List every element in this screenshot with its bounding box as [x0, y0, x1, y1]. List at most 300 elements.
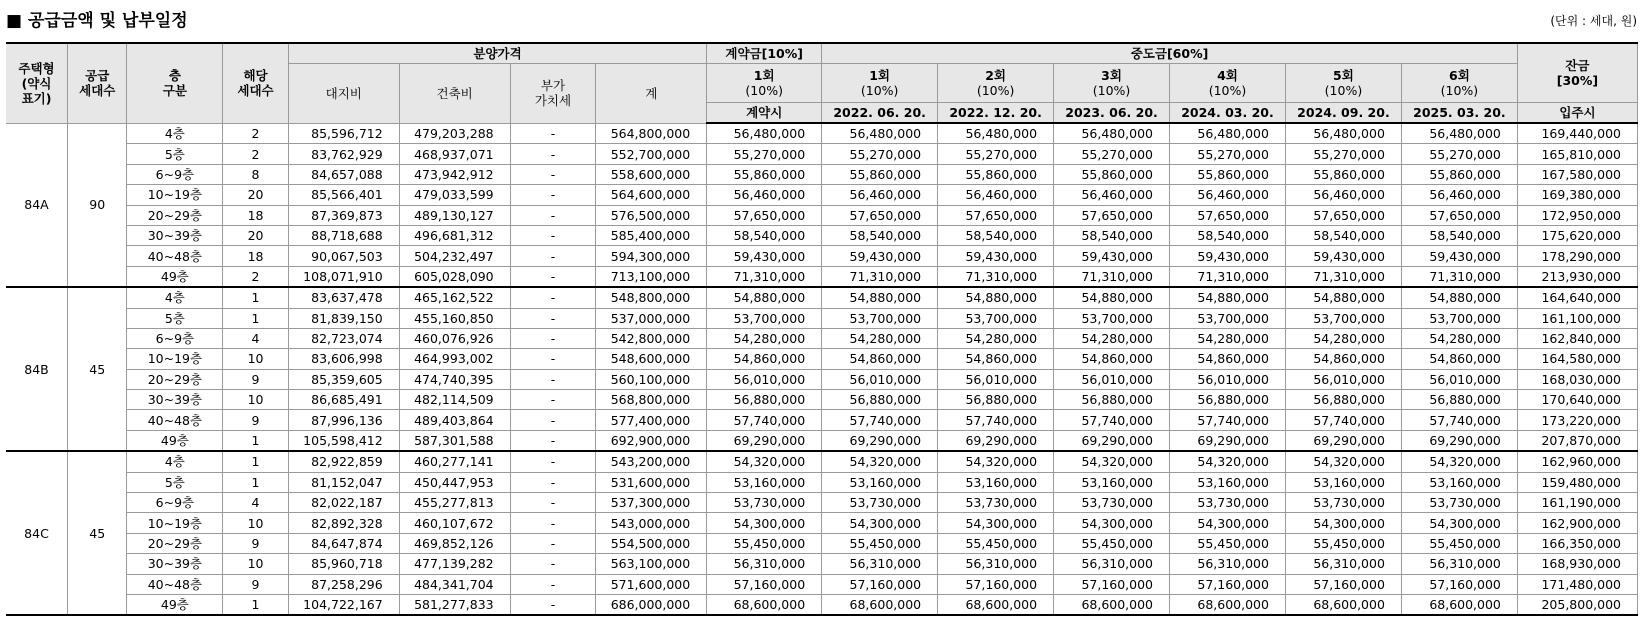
interim-payment-5-cell: 56,480,000 — [1285, 123, 1401, 144]
interim-payment-4-cell: 57,650,000 — [1170, 205, 1286, 225]
units-cell: 1 — [223, 451, 289, 472]
table-row — [6, 472, 1638, 492]
floor-cell: 4층 — [127, 287, 223, 308]
interim-payment-1-cell: 57,740,000 — [822, 410, 938, 430]
title-bar — [0, 0, 1643, 36]
interim-payment-2-cell: 53,700,000 — [938, 308, 1054, 328]
total-price-cell: 560,100,000 — [596, 369, 707, 389]
interim-payment-4-cell: 68,600,000 — [1170, 594, 1286, 615]
header-contract: 계약금[10%] — [707, 43, 822, 64]
construction-price-cell: 504,232,497 — [399, 246, 510, 266]
interim-payment-4-cell: 55,270,000 — [1170, 144, 1286, 164]
construction-price-cell: 489,403,864 — [399, 410, 510, 430]
construction-price-cell: 460,277,141 — [399, 451, 510, 472]
interim-payment-2-cell: 54,280,000 — [938, 328, 1054, 348]
balance-cell: 169,440,000 — [1517, 123, 1637, 144]
land-price-cell: 82,723,074 — [288, 328, 399, 348]
header-interim-round-3 — [1054, 64, 1170, 103]
contract-payment-cell: 54,300,000 — [707, 513, 822, 533]
supply-units-cell: 45 — [68, 287, 127, 451]
balance-cell: 164,640,000 — [1517, 287, 1637, 308]
interim-payment-6-cell: 57,650,000 — [1401, 205, 1517, 225]
interim-payment-3-cell: 53,700,000 — [1054, 308, 1170, 328]
interim-payment-2-cell: 68,600,000 — [938, 594, 1054, 615]
vat-cell: - — [510, 246, 596, 266]
total-price-cell: 543,000,000 — [596, 513, 707, 533]
interim-payment-5-cell: 57,650,000 — [1285, 205, 1401, 225]
floor-cell: 5층 — [127, 144, 223, 164]
floor-cell: 20~29층 — [127, 533, 223, 553]
floor-cell: 10~19층 — [127, 349, 223, 369]
contract-payment-cell: 57,650,000 — [707, 205, 822, 225]
table-row — [6, 430, 1638, 451]
interim-payment-6-cell: 57,740,000 — [1401, 410, 1517, 430]
interim-payment-2-cell: 53,160,000 — [938, 472, 1054, 492]
interim-payment-6-cell: 57,160,000 — [1401, 574, 1517, 594]
contract-payment-cell: 54,860,000 — [707, 349, 822, 369]
interim-payment-3-cell: 55,270,000 — [1054, 144, 1170, 164]
table-row — [6, 308, 1638, 328]
interim-payment-4-cell: 58,540,000 — [1170, 225, 1286, 245]
interim-payment-4-cell: 54,280,000 — [1170, 328, 1286, 348]
interim-payment-5-cell: 57,160,000 — [1285, 574, 1401, 594]
header-balance — [1517, 43, 1637, 103]
header-interim-round-6 — [1401, 64, 1517, 103]
land-price-cell: 83,762,929 — [288, 144, 399, 164]
header-interim-date-6: 2025. 03. 20. — [1401, 103, 1517, 124]
interim-payment-5-cell: 59,430,000 — [1285, 246, 1401, 266]
header-construction: 건축비 — [399, 64, 510, 124]
header-contract-when: 계약시 — [707, 103, 822, 124]
units-cell: 9 — [223, 533, 289, 553]
table-row — [6, 533, 1638, 553]
contract-payment-cell: 68,600,000 — [707, 594, 822, 615]
interim-pct-1: (10%) — [860, 83, 899, 98]
interim-payment-1-cell: 54,860,000 — [822, 349, 938, 369]
interim-payment-2-cell: 54,320,000 — [938, 451, 1054, 472]
table-row — [6, 205, 1638, 225]
unit-note: (단위 : 세대, 원) — [1550, 14, 1637, 28]
interim-payment-5-cell: 55,450,000 — [1285, 533, 1401, 553]
table-row — [6, 451, 1638, 472]
vat-cell: - — [510, 266, 596, 287]
floor-cell: 10~19층 — [127, 513, 223, 533]
units-cell: 1 — [223, 472, 289, 492]
interim-payment-2-cell: 53,730,000 — [938, 493, 1054, 513]
interim-payment-1-cell: 55,270,000 — [822, 144, 938, 164]
vat-cell: - — [510, 164, 596, 184]
balance-cell: 169,380,000 — [1517, 185, 1637, 205]
header-interim-round-5 — [1285, 64, 1401, 103]
interim-payment-2-cell: 57,740,000 — [938, 410, 1054, 430]
total-price-cell: 585,400,000 — [596, 225, 707, 245]
interim-payment-2-cell: 71,310,000 — [938, 266, 1054, 287]
construction-price-cell: 482,114,509 — [399, 390, 510, 410]
balance-cell: 207,870,000 — [1517, 430, 1637, 451]
units-cell: 2 — [223, 144, 289, 164]
interim-round-2-label: 2회 — [985, 68, 1006, 83]
floor-cell: 40~48층 — [127, 246, 223, 266]
header-units — [223, 43, 289, 123]
balance-cell: 168,930,000 — [1517, 554, 1637, 574]
units-cell: 4 — [223, 328, 289, 348]
interim-payment-6-cell: 54,300,000 — [1401, 513, 1517, 533]
contract-payment-cell: 69,290,000 — [707, 430, 822, 451]
vat-cell: - — [510, 451, 596, 472]
construction-price-cell: 605,028,090 — [399, 266, 510, 287]
vat-cell: - — [510, 533, 596, 553]
balance-cell: 162,900,000 — [1517, 513, 1637, 533]
interim-payment-3-cell: 58,540,000 — [1054, 225, 1170, 245]
interim-pct-2: (10%) — [976, 83, 1015, 98]
interim-payment-1-cell: 53,730,000 — [822, 493, 938, 513]
vat-cell: - — [510, 185, 596, 205]
interim-payment-2-cell: 54,880,000 — [938, 287, 1054, 308]
interim-payment-1-cell: 69,290,000 — [822, 430, 938, 451]
contract-payment-cell: 56,880,000 — [707, 390, 822, 410]
total-price-cell: 563,100,000 — [596, 554, 707, 574]
total-price-cell: 531,600,000 — [596, 472, 707, 492]
interim-payment-5-cell: 55,860,000 — [1285, 164, 1401, 184]
total-price-cell: 577,400,000 — [596, 410, 707, 430]
vat-cell: - — [510, 144, 596, 164]
interim-payment-3-cell: 56,460,000 — [1054, 185, 1170, 205]
units-cell: 8 — [223, 164, 289, 184]
construction-price-cell: 474,740,395 — [399, 369, 510, 389]
land-price-cell: 82,922,859 — [288, 451, 399, 472]
interim-payment-6-cell: 55,860,000 — [1401, 164, 1517, 184]
land-price-cell: 85,960,718 — [288, 554, 399, 574]
units-cell: 9 — [223, 574, 289, 594]
table-row — [6, 513, 1638, 533]
land-price-cell: 84,657,088 — [288, 164, 399, 184]
total-price-cell: 576,500,000 — [596, 205, 707, 225]
table-row — [6, 594, 1638, 615]
header-housing-type — [6, 43, 68, 123]
interim-payment-3-cell: 56,880,000 — [1054, 390, 1170, 410]
floor-cell: 20~29층 — [127, 369, 223, 389]
units-cell: 9 — [223, 410, 289, 430]
table-row — [6, 390, 1638, 410]
balance-cell: 166,350,000 — [1517, 533, 1637, 553]
total-price-cell: 692,900,000 — [596, 430, 707, 451]
floor-cell: 5층 — [127, 472, 223, 492]
header-interim-round-1 — [822, 64, 938, 103]
floor-cell: 49층 — [127, 430, 223, 451]
contract-payment-cell: 53,160,000 — [707, 472, 822, 492]
housing-type-cell: 84A — [6, 123, 68, 287]
interim-payment-2-cell: 57,650,000 — [938, 205, 1054, 225]
units-cell: 20 — [223, 225, 289, 245]
table-row — [6, 410, 1638, 430]
units-cell: 9 — [223, 369, 289, 389]
interim-payment-3-cell: 56,310,000 — [1054, 554, 1170, 574]
interim-payment-4-cell: 54,300,000 — [1170, 513, 1286, 533]
interim-payment-5-cell: 53,700,000 — [1285, 308, 1401, 328]
contract-payment-cell: 55,860,000 — [707, 164, 822, 184]
floor-cell: 49층 — [127, 594, 223, 615]
land-price-cell: 87,369,873 — [288, 205, 399, 225]
total-price-cell: 558,600,000 — [596, 164, 707, 184]
interim-payment-1-cell: 54,880,000 — [822, 287, 938, 308]
contract-payment-cell: 56,480,000 — [707, 123, 822, 144]
interim-payment-1-cell: 56,460,000 — [822, 185, 938, 205]
interim-payment-1-cell: 53,700,000 — [822, 308, 938, 328]
balance-cell: 168,030,000 — [1517, 369, 1637, 389]
interim-payment-6-cell: 56,880,000 — [1401, 390, 1517, 410]
interim-payment-1-cell: 55,860,000 — [822, 164, 938, 184]
land-price-cell: 83,637,478 — [288, 287, 399, 308]
land-price-cell: 82,892,328 — [288, 513, 399, 533]
land-price-cell: 87,996,136 — [288, 410, 399, 430]
total-price-cell: 564,800,000 — [596, 123, 707, 144]
land-price-cell: 85,359,605 — [288, 369, 399, 389]
interim-payment-2-cell: 56,310,000 — [938, 554, 1054, 574]
housing-type-cell: 84B — [6, 287, 68, 451]
contract-payment-cell: 57,160,000 — [707, 574, 822, 594]
table-row — [6, 266, 1638, 287]
header-floor-group — [127, 43, 223, 123]
construction-price-cell: 477,139,282 — [399, 554, 510, 574]
interim-payment-6-cell: 54,320,000 — [1401, 451, 1517, 472]
interim-payment-3-cell: 54,320,000 — [1054, 451, 1170, 472]
header-interim-date-2: 2022. 12. 20. — [938, 103, 1054, 124]
interim-payment-3-cell: 54,300,000 — [1054, 513, 1170, 533]
interim-pct-4: (10%) — [1208, 83, 1247, 98]
interim-payment-6-cell: 53,160,000 — [1401, 472, 1517, 492]
interim-payment-3-cell: 71,310,000 — [1054, 266, 1170, 287]
contract-payment-cell: 54,880,000 — [707, 287, 822, 308]
table-header — [6, 43, 1638, 123]
interim-payment-3-cell: 55,860,000 — [1054, 164, 1170, 184]
interim-payment-4-cell: 56,480,000 — [1170, 123, 1286, 144]
interim-payment-6-cell: 53,700,000 — [1401, 308, 1517, 328]
interim-payment-1-cell: 56,880,000 — [822, 390, 938, 410]
units-cell: 2 — [223, 123, 289, 144]
balance-cell: 162,960,000 — [1517, 451, 1637, 472]
units-cell: 10 — [223, 554, 289, 574]
interim-payment-4-cell: 55,450,000 — [1170, 533, 1286, 553]
floor-cell: 10~19층 — [127, 185, 223, 205]
interim-round-1-label: 1회 — [869, 68, 891, 83]
interim-payment-2-cell: 55,860,000 — [938, 164, 1054, 184]
interim-payment-1-cell: 56,010,000 — [822, 369, 938, 389]
units-cell: 2 — [223, 266, 289, 287]
header-balance-label: 잔금 [30%] — [1556, 58, 1599, 88]
header-supply-units-label: 공급 세대수 — [79, 68, 116, 99]
interim-payment-6-cell: 58,540,000 — [1401, 225, 1517, 245]
table-row — [6, 554, 1638, 574]
header-sale-price: 분양가격 — [288, 43, 706, 64]
interim-payment-6-cell: 54,880,000 — [1401, 287, 1517, 308]
floor-cell: 40~48층 — [127, 410, 223, 430]
construction-price-cell: 496,681,312 — [399, 225, 510, 245]
balance-cell: 159,480,000 — [1517, 472, 1637, 492]
interim-payment-3-cell: 59,430,000 — [1054, 246, 1170, 266]
interim-payment-4-cell: 57,740,000 — [1170, 410, 1286, 430]
interim-payment-2-cell: 56,880,000 — [938, 390, 1054, 410]
contract-payment-cell: 56,460,000 — [707, 185, 822, 205]
interim-pct-6: (10%) — [1440, 83, 1479, 98]
floor-cell: 4층 — [127, 123, 223, 144]
floor-cell: 6~9층 — [127, 493, 223, 513]
interim-payment-4-cell: 53,700,000 — [1170, 308, 1286, 328]
interim-pct-3: (10%) — [1092, 83, 1131, 98]
interim-payment-3-cell: 55,450,000 — [1054, 533, 1170, 553]
header-balance-when: 입주시 — [1517, 103, 1637, 124]
total-price-cell: 548,600,000 — [596, 349, 707, 369]
balance-cell: 170,640,000 — [1517, 390, 1637, 410]
construction-price-cell: 465,162,522 — [399, 287, 510, 308]
header-interim-round-2 — [938, 64, 1054, 103]
balance-cell: 161,100,000 — [1517, 308, 1637, 328]
floor-cell: 20~29층 — [127, 205, 223, 225]
land-price-cell: 88,718,688 — [288, 225, 399, 245]
units-cell: 1 — [223, 287, 289, 308]
supply-units-cell: 90 — [68, 123, 127, 287]
interim-payment-4-cell: 53,160,000 — [1170, 472, 1286, 492]
balance-cell: 164,580,000 — [1517, 349, 1637, 369]
interim-payment-1-cell: 54,300,000 — [822, 513, 938, 533]
interim-payment-3-cell: 57,650,000 — [1054, 205, 1170, 225]
balance-cell: 205,800,000 — [1517, 594, 1637, 615]
interim-payment-5-cell: 56,880,000 — [1285, 390, 1401, 410]
vat-cell: - — [510, 369, 596, 389]
interim-payment-2-cell: 57,160,000 — [938, 574, 1054, 594]
table-row — [6, 287, 1638, 308]
vat-cell: - — [510, 205, 596, 225]
balance-cell: 173,220,000 — [1517, 410, 1637, 430]
table-row — [6, 225, 1638, 245]
units-cell: 20 — [223, 185, 289, 205]
table-row — [6, 328, 1638, 348]
units-cell: 18 — [223, 246, 289, 266]
table-row — [6, 185, 1638, 205]
vat-cell: - — [510, 349, 596, 369]
header-supply-units — [68, 43, 127, 123]
contract-payment-cell: 53,700,000 — [707, 308, 822, 328]
interim-payment-1-cell: 58,540,000 — [822, 225, 938, 245]
interim-pct-5: (10%) — [1324, 83, 1363, 98]
total-price-cell: 564,600,000 — [596, 185, 707, 205]
header-land: 대지비 — [288, 64, 399, 124]
interim-payment-6-cell: 68,600,000 — [1401, 594, 1517, 615]
housing-type-cell: 84C — [6, 451, 68, 615]
interim-round-3-label: 3회 — [1101, 68, 1122, 83]
floor-cell: 5층 — [127, 308, 223, 328]
interim-payment-4-cell: 56,460,000 — [1170, 185, 1286, 205]
supply-units-cell: 45 — [68, 451, 127, 615]
total-price-cell: 548,800,000 — [596, 287, 707, 308]
construction-price-cell: 473,942,912 — [399, 164, 510, 184]
interim-payment-4-cell: 57,160,000 — [1170, 574, 1286, 594]
land-price-cell: 104,722,167 — [288, 594, 399, 615]
interim-payment-1-cell: 57,650,000 — [822, 205, 938, 225]
units-cell: 10 — [223, 349, 289, 369]
contract-payment-cell: 54,320,000 — [707, 451, 822, 472]
land-price-cell: 87,258,296 — [288, 574, 399, 594]
header-interim: 중도금[60%] — [822, 43, 1518, 64]
construction-price-cell: 484,341,704 — [399, 574, 510, 594]
total-price-cell: 713,100,000 — [596, 266, 707, 287]
interim-payment-3-cell: 53,730,000 — [1054, 493, 1170, 513]
contract-payment-cell: 55,450,000 — [707, 533, 822, 553]
total-price-cell: 571,600,000 — [596, 574, 707, 594]
contract-payment-cell: 56,310,000 — [707, 554, 822, 574]
construction-price-cell: 479,203,288 — [399, 123, 510, 144]
header-housing-type-label: 주택형 (약식 표기) — [18, 60, 55, 106]
vat-cell: - — [510, 287, 596, 308]
header-floor-group-label: 층 구분 — [162, 68, 187, 99]
construction-price-cell: 479,033,599 — [399, 185, 510, 205]
interim-payment-6-cell: 56,460,000 — [1401, 185, 1517, 205]
land-price-cell: 85,596,712 — [288, 123, 399, 144]
floor-cell: 30~39층 — [127, 554, 223, 574]
contract-payment-cell: 71,310,000 — [707, 266, 822, 287]
interim-payment-3-cell: 53,160,000 — [1054, 472, 1170, 492]
balance-cell: 172,950,000 — [1517, 205, 1637, 225]
interim-payment-6-cell: 54,280,000 — [1401, 328, 1517, 348]
interim-payment-3-cell: 54,880,000 — [1054, 287, 1170, 308]
table-row — [6, 369, 1638, 389]
table-row — [6, 574, 1638, 594]
interim-payment-5-cell: 68,600,000 — [1285, 594, 1401, 615]
land-price-cell: 84,647,874 — [288, 533, 399, 553]
interim-payment-1-cell: 54,280,000 — [822, 328, 938, 348]
construction-price-cell: 587,301,588 — [399, 430, 510, 451]
vat-cell: - — [510, 410, 596, 430]
table-row — [6, 349, 1638, 369]
interim-payment-1-cell: 54,320,000 — [822, 451, 938, 472]
header-vat — [510, 64, 596, 124]
interim-payment-1-cell: 57,160,000 — [822, 574, 938, 594]
contract-payment-cell: 53,730,000 — [707, 493, 822, 513]
contract-payment-cell: 56,010,000 — [707, 369, 822, 389]
interim-payment-1-cell: 59,430,000 — [822, 246, 938, 266]
interim-payment-4-cell: 54,320,000 — [1170, 451, 1286, 472]
land-price-cell: 105,598,412 — [288, 430, 399, 451]
contract-payment-cell: 55,270,000 — [707, 144, 822, 164]
interim-payment-6-cell: 55,270,000 — [1401, 144, 1517, 164]
vat-cell: - — [510, 225, 596, 245]
interim-payment-3-cell: 54,280,000 — [1054, 328, 1170, 348]
interim-payment-4-cell: 56,010,000 — [1170, 369, 1286, 389]
interim-payment-3-cell: 57,160,000 — [1054, 574, 1170, 594]
contract-payment-cell: 54,280,000 — [707, 328, 822, 348]
interim-round-5-label: 5회 — [1333, 68, 1354, 83]
table-row — [6, 493, 1638, 513]
floor-cell: 40~48층 — [127, 574, 223, 594]
interim-payment-4-cell: 54,880,000 — [1170, 287, 1286, 308]
interim-payment-1-cell: 56,310,000 — [822, 554, 938, 574]
interim-payment-4-cell: 56,880,000 — [1170, 390, 1286, 410]
interim-payment-4-cell: 55,860,000 — [1170, 164, 1286, 184]
table-row — [6, 246, 1638, 266]
construction-price-cell: 460,107,672 — [399, 513, 510, 533]
interim-payment-5-cell: 57,740,000 — [1285, 410, 1401, 430]
header-interim-date-4: 2024. 03. 20. — [1170, 103, 1286, 124]
construction-price-cell: 581,277,833 — [399, 594, 510, 615]
vat-cell: - — [510, 472, 596, 492]
floor-cell: 49층 — [127, 266, 223, 287]
interim-payment-6-cell: 54,860,000 — [1401, 349, 1517, 369]
balance-cell: 178,290,000 — [1517, 246, 1637, 266]
construction-price-cell: 455,160,850 — [399, 308, 510, 328]
interim-payment-1-cell: 56,480,000 — [822, 123, 938, 144]
total-price-cell: 594,300,000 — [596, 246, 707, 266]
total-price-cell: 542,800,000 — [596, 328, 707, 348]
total-price-cell: 554,500,000 — [596, 533, 707, 553]
